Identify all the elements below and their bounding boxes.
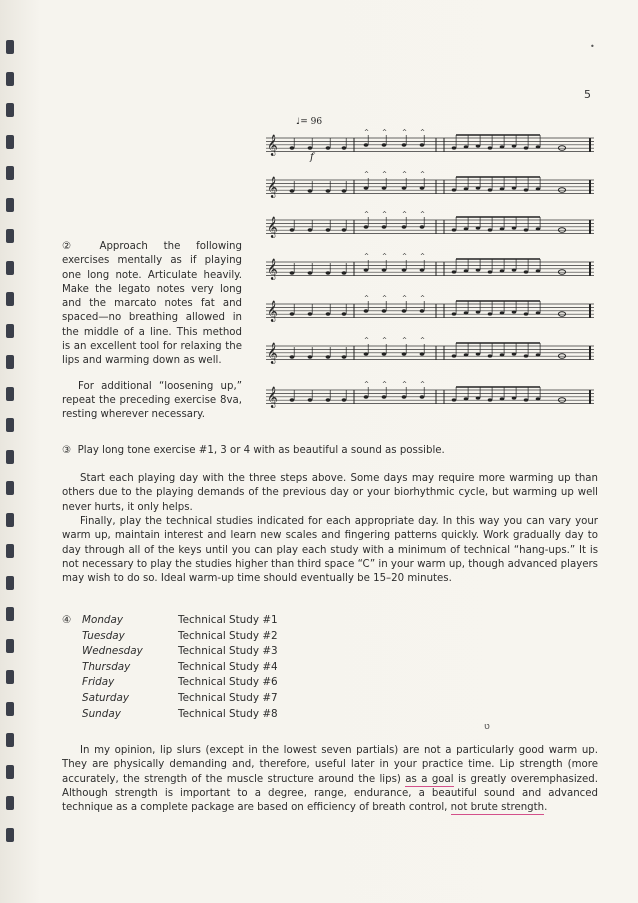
note-head xyxy=(488,312,493,315)
note-head xyxy=(402,309,407,312)
note-head xyxy=(382,268,387,271)
svg-text:^: ^ xyxy=(364,381,370,388)
schedule-study: Technical Study #8 xyxy=(178,707,278,720)
note-head xyxy=(342,398,347,401)
note-head xyxy=(402,395,407,398)
page-number: 5 xyxy=(584,88,591,101)
start-paragraph xyxy=(62,472,598,515)
note-head xyxy=(420,309,425,312)
note-head xyxy=(512,396,517,399)
note-head xyxy=(464,353,469,356)
svg-text:^: ^ xyxy=(420,381,426,388)
svg-text:^: ^ xyxy=(402,381,408,388)
finally-paragraph xyxy=(62,515,598,586)
loosening-paragraph: For additional “loosening up,” repeat the preceding exercise 8va, resting wherever necessary. xyxy=(62,380,242,421)
note-head xyxy=(290,189,295,192)
schedule-row xyxy=(62,675,362,691)
binding-ring xyxy=(6,544,14,558)
svg-text:^: ^ xyxy=(364,253,370,260)
treble-clef: 𝄞 xyxy=(267,217,278,238)
binding-ring xyxy=(6,418,14,432)
note-head xyxy=(524,270,529,273)
note-head xyxy=(488,228,493,231)
start-paragraph-text: Start each playing day with the three steps above. Some days may require more warming up than others due to the playing demands of the previous day or your biorhythmic cycle, but warming up well never hurts, it only helps. xyxy=(62,473,598,513)
music-staff xyxy=(266,211,594,238)
svg-text:^: ^ xyxy=(364,129,370,136)
note-head xyxy=(536,269,541,272)
note-head xyxy=(452,146,457,149)
binding-ring xyxy=(6,733,14,747)
note-head xyxy=(536,187,541,190)
note-head xyxy=(326,189,331,192)
schedule-row xyxy=(62,629,362,645)
note-head xyxy=(512,310,517,313)
note-head xyxy=(342,228,347,231)
schedule-day: Wednesday xyxy=(82,645,143,658)
svg-text:^: ^ xyxy=(382,129,388,136)
note-head xyxy=(512,144,517,147)
item-marker-2: ② xyxy=(62,241,84,252)
note-head xyxy=(402,143,407,146)
exercise-3-line xyxy=(62,444,598,458)
svg-text:^: ^ xyxy=(402,171,408,178)
note-head xyxy=(464,269,469,272)
note-head xyxy=(402,352,407,355)
note-head xyxy=(420,225,425,228)
note-head xyxy=(326,312,331,315)
item-marker-4 xyxy=(62,629,82,645)
note-head xyxy=(308,146,313,149)
svg-text:^: ^ xyxy=(402,337,408,344)
music-staff xyxy=(266,253,594,280)
note-head xyxy=(452,228,457,231)
binding-ring xyxy=(6,292,14,306)
note-head xyxy=(364,309,369,312)
svg-text:^: ^ xyxy=(382,337,388,344)
schedule-study: Technical Study #2 xyxy=(178,629,278,642)
binding-ring xyxy=(6,324,14,338)
note-head xyxy=(452,398,457,401)
note-head xyxy=(488,354,493,357)
music-staff xyxy=(266,381,594,408)
note-head xyxy=(488,146,493,149)
note-head xyxy=(290,228,295,231)
svg-text:^: ^ xyxy=(420,129,426,136)
note-head xyxy=(364,143,369,146)
schedule-study: Technical Study #1 xyxy=(178,614,278,626)
schedule-study: Technical Study #7 xyxy=(178,691,278,704)
svg-text:^: ^ xyxy=(420,211,426,218)
note-head xyxy=(500,397,505,400)
svg-text:^: ^ xyxy=(382,253,388,260)
binding-ring xyxy=(6,229,14,243)
svg-text:^: ^ xyxy=(402,295,408,302)
svg-text:^: ^ xyxy=(402,211,408,218)
note-head xyxy=(476,268,481,271)
treble-clef: 𝄞 xyxy=(267,135,278,156)
note-head xyxy=(420,268,425,271)
note-head xyxy=(512,352,517,355)
note-head xyxy=(402,225,407,228)
schedule-day: Saturday xyxy=(82,691,130,704)
item-marker-4: ④ xyxy=(62,614,72,626)
schedule-row xyxy=(62,613,362,629)
schedule-day: Tuesday xyxy=(82,629,125,642)
note-head xyxy=(452,312,457,315)
corner-mark: • xyxy=(590,42,595,51)
binding-ring xyxy=(6,576,14,590)
note-head xyxy=(500,311,505,314)
binding-ring xyxy=(6,40,14,54)
note-head xyxy=(500,353,505,356)
note-head xyxy=(488,398,493,401)
schedule-row xyxy=(62,691,362,707)
note-head xyxy=(476,352,481,355)
binding-ring xyxy=(6,796,14,810)
note-head xyxy=(512,226,517,229)
binding-ring xyxy=(6,387,14,401)
schedule-study: Technical Study #4 xyxy=(178,660,278,673)
svg-text:^: ^ xyxy=(382,211,388,218)
note-head xyxy=(536,311,541,314)
note-head xyxy=(524,228,529,231)
tempo-marking: ♩= 96 xyxy=(296,117,323,127)
music-staff xyxy=(266,295,594,322)
exercise-2-text: Approach the following exercises mentally as if playing one long note. Articulate heavily. Make the legato notes very long and the marcato notes fat and spaced—no breathing allowed in the middle of a line. This method is an excellent tool for relaxing the lips and warming down as well. xyxy=(62,241,242,367)
note-head xyxy=(452,354,457,357)
binding-ring xyxy=(6,450,14,464)
music-staff xyxy=(266,171,594,198)
note-head xyxy=(476,144,481,147)
schedule-row xyxy=(62,660,362,676)
exercise-2-instructions xyxy=(62,240,242,434)
binding-ring xyxy=(6,481,14,495)
note-head xyxy=(308,228,313,231)
underlined-not-brute-strength: not brute strength xyxy=(450,802,545,814)
svg-text:^: ^ xyxy=(402,253,408,260)
music-staves xyxy=(258,110,598,440)
note-head xyxy=(308,355,313,358)
note-head xyxy=(524,354,529,357)
note-head xyxy=(464,397,469,400)
item-marker-4 xyxy=(62,691,82,707)
svg-text:^: ^ xyxy=(364,295,370,302)
note-head xyxy=(290,355,295,358)
note-head xyxy=(464,145,469,148)
schedule-study: Technical Study #6 xyxy=(178,676,278,689)
note-head xyxy=(364,225,369,228)
item-marker-4 xyxy=(62,675,82,691)
note-head xyxy=(500,269,505,272)
binding-ring xyxy=(6,702,14,716)
note-head xyxy=(524,398,529,401)
svg-text:^: ^ xyxy=(382,381,388,388)
schedule-row xyxy=(62,644,362,660)
svg-text:^: ^ xyxy=(420,295,426,302)
note-head xyxy=(524,146,529,149)
note-head xyxy=(308,312,313,315)
note-head xyxy=(342,271,347,274)
schedule-day: Monday xyxy=(82,614,124,626)
binding-ring xyxy=(6,135,14,149)
note-head xyxy=(308,271,313,274)
schedule-day: Friday xyxy=(82,676,115,689)
svg-text:^: ^ xyxy=(364,211,370,218)
binding-ring xyxy=(6,355,14,369)
binding-ring xyxy=(6,198,14,212)
binding-ring xyxy=(6,166,14,180)
note-head xyxy=(364,186,369,189)
svg-text:^: ^ xyxy=(364,171,370,178)
treble-clef: 𝄞 xyxy=(267,343,278,364)
binding-ring xyxy=(6,72,14,86)
note-head xyxy=(500,187,505,190)
music-staff xyxy=(266,129,594,156)
opinion-paragraph xyxy=(62,744,598,815)
schedule-study: Technical Study #3 xyxy=(178,645,278,658)
note-head xyxy=(382,309,387,312)
treble-clef: 𝄞 xyxy=(267,301,278,322)
spiral-binding xyxy=(6,40,16,860)
exercise-3-text: Play long tone exercise #1, 3 or 4 with as beautiful a sound as possible. xyxy=(77,445,445,456)
schedule-day: Sunday xyxy=(82,707,121,720)
note-head xyxy=(420,395,425,398)
item-marker-4 xyxy=(62,707,82,723)
note-head xyxy=(488,188,493,191)
treble-clef: 𝄞 xyxy=(267,177,278,198)
note-head xyxy=(476,226,481,229)
note-head xyxy=(536,397,541,400)
note-head xyxy=(524,188,529,191)
svg-text:^: ^ xyxy=(382,171,388,178)
item-marker-4 xyxy=(62,660,82,676)
note-head xyxy=(420,352,425,355)
note-head xyxy=(476,186,481,189)
opinion-text-1: In my opinion, lip slurs (except in the lowest seven partials) are not a particularly good warm up. They are physically demanding and, therefore, useful later in your practice time. Lip strength (more accurately, the strength of the muscle structure around the lips) xyxy=(62,745,598,785)
music-staff xyxy=(266,337,594,364)
binding-ring xyxy=(6,828,14,842)
note-head xyxy=(464,227,469,230)
svg-text:^: ^ xyxy=(382,295,388,302)
weekly-schedule xyxy=(62,613,362,722)
binding-ring xyxy=(6,607,14,621)
note-head xyxy=(326,271,331,274)
stray-pen-mark: ט xyxy=(484,722,490,732)
note-head xyxy=(476,310,481,313)
note-head xyxy=(364,352,369,355)
note-head xyxy=(308,189,313,192)
note-head xyxy=(382,352,387,355)
exercise-2-paragraph xyxy=(62,240,242,369)
note-head xyxy=(326,398,331,401)
note-head xyxy=(382,395,387,398)
note-head xyxy=(342,146,347,149)
note-head xyxy=(452,188,457,191)
underlined-as-a-goal: as a goal xyxy=(405,773,454,785)
note-head xyxy=(326,355,331,358)
note-head xyxy=(464,187,469,190)
note-head xyxy=(290,271,295,274)
binding-ring xyxy=(6,513,14,527)
svg-text:^: ^ xyxy=(420,171,426,178)
note-head xyxy=(402,186,407,189)
note-head xyxy=(382,225,387,228)
binding-ring xyxy=(6,261,14,275)
note-head xyxy=(364,268,369,271)
note-head xyxy=(420,186,425,189)
note-head xyxy=(382,186,387,189)
music-notation xyxy=(258,110,598,440)
note-head xyxy=(326,146,331,149)
treble-clef: 𝄞 xyxy=(267,259,278,280)
note-head xyxy=(512,268,517,271)
svg-text:^: ^ xyxy=(402,129,408,136)
note-head xyxy=(488,270,493,273)
note-head xyxy=(402,268,407,271)
binding-ring xyxy=(6,639,14,653)
note-head xyxy=(342,355,347,358)
note-head xyxy=(536,145,541,148)
svg-text:^: ^ xyxy=(420,253,426,260)
item-marker-3: ③ xyxy=(62,445,72,456)
note-head xyxy=(536,227,541,230)
note-head xyxy=(500,227,505,230)
svg-text:^: ^ xyxy=(364,337,370,344)
note-head xyxy=(476,396,481,399)
opinion-text-2: is greatly overemphasized. Although strength is important to a degree, range, endurance, a beautiful sound and advanced technique as a complete package are based on efficiency of breath control, xyxy=(62,773,599,814)
note-head xyxy=(290,312,295,315)
note-head xyxy=(382,143,387,146)
note-head xyxy=(342,312,347,315)
note-head xyxy=(420,143,425,146)
finally-paragraph-text: Finally, play the technical studies indicated for each appropriate day. In this way you can vary your warm up, maintain interest and learn new scales and fingering patterns quickly. Work gradually day to day through all of the keys until you can play each study with a minimum of technical “hang-ups.” It is not necessary to play the studies higher than third space “C” in your warm up, though advanced players may wish to do so. Ideal warm-up time should eventually be 15–20 minutes. xyxy=(62,516,598,585)
binding-ring xyxy=(6,103,14,117)
note-head xyxy=(452,270,457,273)
note-head xyxy=(326,228,331,231)
binding-ring xyxy=(6,765,14,779)
dynamic-marking: f xyxy=(310,152,314,163)
schedule-row xyxy=(62,707,362,723)
note-head xyxy=(342,189,347,192)
note-head xyxy=(364,395,369,398)
binding-ring xyxy=(6,670,14,684)
treble-clef: 𝄞 xyxy=(267,387,278,408)
svg-text:^: ^ xyxy=(420,337,426,344)
item-marker-4 xyxy=(62,644,82,660)
note-head xyxy=(524,312,529,315)
schedule-day: Thursday xyxy=(82,660,131,673)
note-head xyxy=(512,186,517,189)
note-head xyxy=(290,146,295,149)
note-head xyxy=(536,353,541,356)
opinion-text-3: . xyxy=(544,802,548,814)
note-head xyxy=(464,311,469,314)
note-head xyxy=(308,398,313,401)
note-head xyxy=(500,145,505,148)
note-head xyxy=(290,398,295,401)
